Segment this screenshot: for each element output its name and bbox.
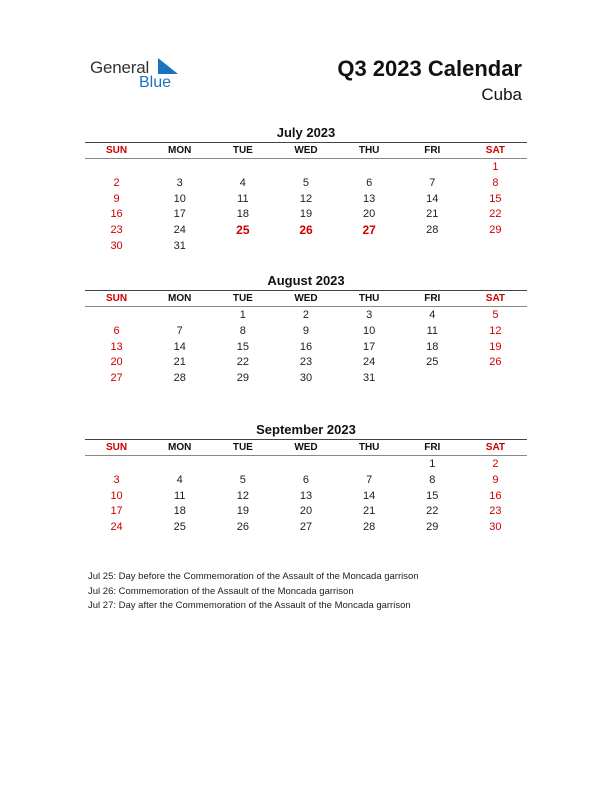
weekday-label: FRI — [424, 442, 441, 453]
day-cell: 8 — [429, 473, 436, 486]
day-cell: 22 — [236, 356, 249, 369]
day-cell: 29 — [426, 521, 439, 534]
empty-day-cell — [464, 239, 527, 255]
day-cell: 13 — [110, 340, 123, 353]
day-cell: 19 — [236, 505, 249, 518]
day-cell: 25 — [236, 223, 250, 238]
weekday-label: SUN — [106, 293, 128, 304]
day-cell: 3 — [176, 176, 183, 189]
day-cell: 26 — [236, 521, 249, 534]
day-cell: 2 — [113, 176, 120, 189]
day-cell: 27 — [299, 521, 313, 534]
day-cell: 18 — [236, 208, 249, 221]
weekday-label: TUE — [232, 293, 253, 304]
day-cell: 17 — [173, 208, 186, 221]
empty-day-cell — [211, 457, 274, 473]
day-cell: 21 — [363, 505, 376, 518]
day-cell: 14 — [426, 192, 439, 205]
day-cell: 23 — [299, 356, 313, 369]
day-cell: 13 — [299, 489, 313, 502]
weekday-header — [85, 440, 527, 455]
day-cell: 4 — [176, 473, 183, 486]
day-cell: 16 — [110, 208, 123, 221]
day-cell: 24 — [110, 521, 123, 534]
day-cell: 12 — [236, 489, 249, 502]
day-cell: 18 — [173, 505, 186, 518]
day-cell: 4 — [239, 176, 246, 189]
weekday-label: SAT — [485, 145, 506, 156]
day-cell: 7 — [429, 176, 436, 189]
empty-day-cell — [274, 160, 337, 176]
day-cell: 13 — [363, 192, 376, 205]
day-cell: 28 — [173, 372, 186, 385]
day-cell: 17 — [110, 505, 123, 518]
day-cell: 19 — [299, 208, 313, 221]
day-cell: 15 — [236, 340, 249, 353]
day-cell: 1 — [429, 458, 436, 470]
holiday-note: Jul 25: Day before the Commemoration of the Assault of the Moncada garrison — [88, 571, 419, 582]
day-cell: 16 — [299, 340, 313, 353]
day-cell: 24 — [173, 224, 186, 237]
day-cell: 5 — [492, 309, 499, 321]
day-cell: 6 — [302, 473, 310, 486]
empty-day-cell — [85, 308, 148, 324]
day-cell: 11 — [237, 192, 249, 205]
day-cell: 9 — [113, 192, 120, 205]
day-cell: 3 — [366, 309, 373, 321]
day-cell: 27 — [362, 223, 376, 238]
weekday-rule — [85, 158, 527, 159]
day-cell: 25 — [173, 521, 186, 534]
empty-day-cell — [274, 457, 337, 473]
empty-day-cell — [85, 457, 148, 473]
day-cell: 23 — [110, 224, 123, 237]
day-cell: 15 — [489, 192, 502, 205]
weekday-label: THU — [358, 145, 380, 156]
day-cell: 10 — [363, 324, 376, 337]
day-cell: 14 — [363, 489, 376, 502]
day-cell: 5 — [239, 473, 246, 486]
month-block — [85, 124, 527, 255]
weekday-label: WED — [294, 442, 318, 453]
month-block — [85, 421, 527, 536]
weekday-label: WED — [294, 293, 318, 304]
month-title: August 2023 — [267, 273, 345, 288]
logo-blue-text: Blue — [139, 74, 172, 91]
empty-day-cell — [148, 457, 211, 473]
empty-day-cell — [401, 239, 464, 255]
weekday-label: MON — [168, 145, 192, 156]
empty-day-cell — [85, 160, 148, 176]
day-cell: 14 — [173, 340, 186, 353]
day-cell: 6 — [113, 324, 120, 337]
day-cell: 31 — [363, 372, 376, 385]
day-cell: 26 — [489, 356, 502, 369]
month-block — [85, 272, 527, 387]
weekday-label: MON — [168, 293, 192, 304]
weekday-label: SUN — [106, 442, 128, 453]
weekday-label: TUE — [232, 145, 253, 156]
weekday-label: THU — [358, 293, 380, 304]
day-cell: 30 — [110, 239, 123, 252]
day-cell: 24 — [363, 356, 376, 369]
day-cell: 10 — [110, 489, 123, 502]
day-cell: 5 — [302, 176, 310, 189]
day-cell: 8 — [492, 176, 499, 189]
empty-day-cell — [464, 371, 527, 387]
day-cell: 2 — [492, 458, 499, 470]
country-name: Cuba — [481, 85, 522, 104]
day-cell: 28 — [363, 521, 376, 534]
empty-day-cell — [401, 160, 464, 176]
day-cell: 22 — [489, 208, 502, 221]
day-cell: 2 — [302, 309, 310, 321]
day-cell: 20 — [110, 356, 123, 369]
day-cell: 19 — [489, 340, 502, 353]
day-cell: 12 — [489, 324, 502, 337]
day-grid — [85, 457, 527, 536]
day-cell: 31 — [173, 239, 186, 252]
day-cell: 22 — [426, 505, 439, 518]
weekday-rule — [85, 455, 527, 456]
empty-day-cell — [338, 457, 401, 473]
empty-day-cell — [274, 239, 337, 255]
day-cell: 27 — [110, 372, 123, 385]
weekday-label: FRI — [424, 145, 441, 156]
day-cell: 21 — [173, 356, 186, 369]
holiday-notes — [88, 570, 419, 620]
day-cell: 23 — [489, 505, 502, 518]
weekday-header — [85, 143, 527, 158]
day-cell: 29 — [236, 372, 249, 385]
day-cell: 7 — [366, 473, 373, 486]
day-grid — [85, 308, 527, 387]
weekday-header — [85, 291, 527, 306]
day-cell: 9 — [492, 473, 499, 486]
empty-day-cell — [338, 160, 401, 176]
day-cell: 11 — [426, 324, 438, 337]
day-cell: 30 — [299, 372, 313, 385]
day-cell: 11 — [174, 489, 186, 502]
general-blue-logo — [90, 58, 200, 94]
day-cell: 29 — [489, 224, 502, 237]
day-cell: 9 — [302, 324, 310, 337]
day-cell: 20 — [299, 505, 313, 518]
day-cell: 21 — [426, 208, 439, 221]
day-cell: 4 — [429, 309, 436, 321]
weekday-label: TUE — [232, 442, 253, 453]
empty-day-cell — [338, 239, 401, 255]
day-cell: 8 — [239, 324, 246, 337]
weekday-label: SAT — [485, 442, 506, 453]
logo-flag-icon — [158, 58, 180, 76]
page-title: Q3 2023 Calendar — [337, 56, 522, 81]
weekday-label: SUN — [106, 145, 128, 156]
day-cell: 28 — [426, 224, 439, 237]
day-cell: 25 — [426, 356, 439, 369]
logo-general-text: General — [90, 58, 150, 77]
day-cell: 10 — [173, 192, 186, 205]
day-cell: 3 — [113, 473, 120, 486]
empty-day-cell — [211, 239, 274, 255]
day-cell: 6 — [366, 176, 373, 189]
weekday-label: THU — [358, 442, 380, 453]
empty-day-cell — [211, 160, 274, 176]
empty-day-cell — [401, 371, 464, 387]
holiday-note: Jul 27: Day after the Commemoration of the Assault of the Moncada garrison — [88, 600, 411, 611]
day-cell: 1 — [492, 161, 499, 173]
day-grid — [85, 160, 527, 255]
weekday-label: MON — [168, 442, 192, 453]
day-cell: 18 — [426, 340, 439, 353]
day-cell: 20 — [363, 208, 376, 221]
day-cell: 16 — [489, 489, 502, 502]
day-cell: 26 — [299, 223, 313, 238]
day-cell: 1 — [239, 309, 246, 321]
month-title: September 2023 — [256, 422, 356, 437]
day-cell: 17 — [363, 340, 376, 353]
weekday-label: SAT — [485, 293, 506, 304]
weekday-label: FRI — [424, 293, 441, 304]
month-title: July 2023 — [276, 125, 336, 140]
day-cell: 30 — [489, 521, 502, 534]
empty-day-cell — [148, 160, 211, 176]
empty-day-cell — [148, 308, 211, 324]
holiday-note: Jul 26: Commemoration of the Assault of the Moncada garrison — [88, 585, 354, 597]
day-cell: 7 — [176, 324, 183, 337]
day-cell: 15 — [426, 489, 439, 502]
day-cell: 12 — [299, 192, 313, 205]
weekday-label: WED — [294, 145, 318, 156]
weekday-rule — [85, 306, 527, 307]
